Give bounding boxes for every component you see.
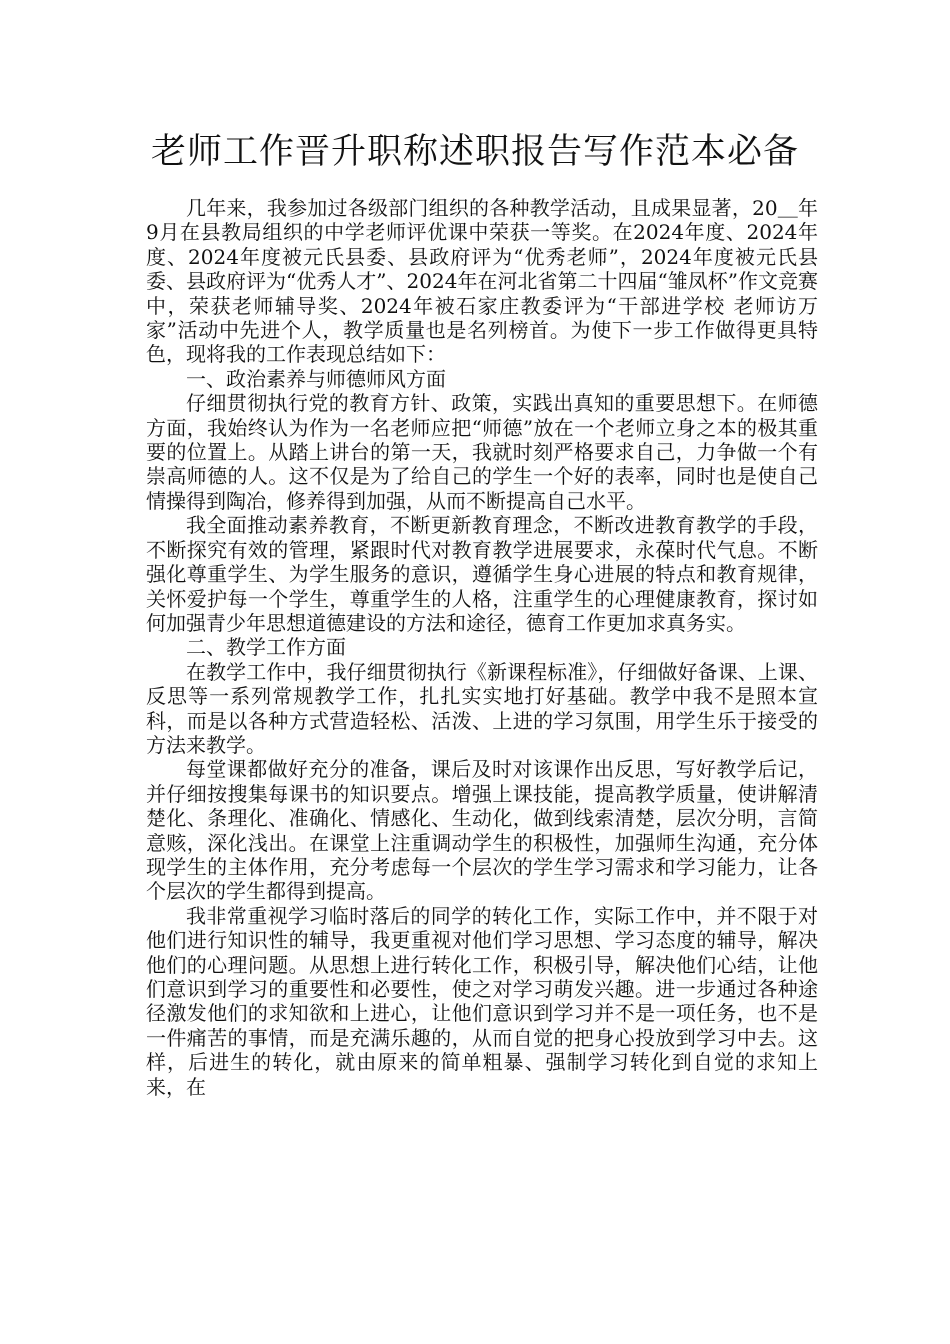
paragraph-intro: 几年来，我参加过各级部门组织的各种教学活动，且成果显著，20＿年9月在县教局组织的中学老师评优课中荣获一等奖。在2024年度、2024年度、2024年度被元氏县委、县政府评为“优秀老师”，2024年度被元氏县委、县政府评为“优秀人才”、2024年在河北省第二十四届“雏凤杯”作文竞赛中，荣获老师辅导奖、2024年被石家庄教委评为“干部进学校 老师访万家”活动中先进个人，教学质量也是名列榜首。为使下一步工作做得更具特色，现将我的工作表现总结如下： bbox=[146, 196, 818, 367]
document-body bbox=[146, 196, 818, 1099]
paragraph-curriculum: 在教学工作中，我仔细贯彻执行《新课程标准》，仔细做好备课、上课、反思等一系列常规教学工作，扎扎实实地打好基础。教学中我不是照本宣科，而是以各种方式营造轻松、活泼、上进的学习氛围，用学生乐于接受的方法来教学。 bbox=[146, 659, 818, 757]
paragraph-quality-education: 我全面推动素养教育，不断更新教育理念，不断改进教育教学的手段，不断探究有效的管理，紧跟时代对教育教学进展要求，永葆时代气息。不断强化尊重学生、为学生服务的意识，遵循学生身心进展的特点和教育规律，关怀爱护每一个学生，尊重学生的人格，注重学生的心理健康教育，探讨如何加强青少年思想道德建设的方法和途径，德育工作更加求真务实。 bbox=[146, 513, 818, 635]
paragraph-lesson-prep: 每堂课都做好充分的准备，课后及时对该课作出反思，写好教学后记，并仔细按搜集每课书的知识要点。增强上课技能，提高教学质量，使讲解清楚化、条理化、准确化、情感化、生动化，做到线索清楚，层次分明，言简意赅，深化浅出。在课堂上注重调动学生的积极性，加强师生沟通，充分体现学生的主体作用，充分考虑每一个层次的学生学习需求和学习能力，让各个层次的学生都得到提高。 bbox=[146, 757, 818, 904]
document-title: 老师工作晋升职称述职报告写作范本必备 bbox=[150, 132, 799, 172]
paragraph-student-transformation: 我非常重视学习临时落后的同学的转化工作，实际工作中，并不限于对他们进行知识性的辅导，我更重视对他们学习思想、学习态度的辅导，解决他们的心理问题。从思想上进行转化工作，积极引导，解决他们心结，让他们意识到学习的重要性和必要性，使之对学习萌发兴趣。进一步通过各种途径激发他们的求知欲和上进心，让他们意识到学习并不是一项任务，也不是一件痛苦的事情，而是充满乐趣的，从而自觉的把身心投放到学习中去。这样，后进生的转化，就由原来的简单粗暴、强制学习转化到自觉的求知上来，在 bbox=[146, 903, 818, 1099]
section-heading-teaching: 二、教学工作方面 bbox=[186, 635, 346, 660]
section-heading-politics: 一、政治素养与师德师风方面 bbox=[186, 366, 446, 391]
paragraph-ethics: 仔细贯彻执行党的教育方针、政策，实践出真知的重要思想下。在师德方面，我始终认为作为一名老师应把“师德”放在一个老师立身之本的极其重要的位置上。从踏上讲台的第一天，我就时刻严格要求自己，力争做一个有崇高师德的人。这不仅是为了给自己的学生一个好的表率，同时也是使自己情操得到陶冶，修养得到加强，从而不断提高自己水平。 bbox=[146, 391, 818, 513]
